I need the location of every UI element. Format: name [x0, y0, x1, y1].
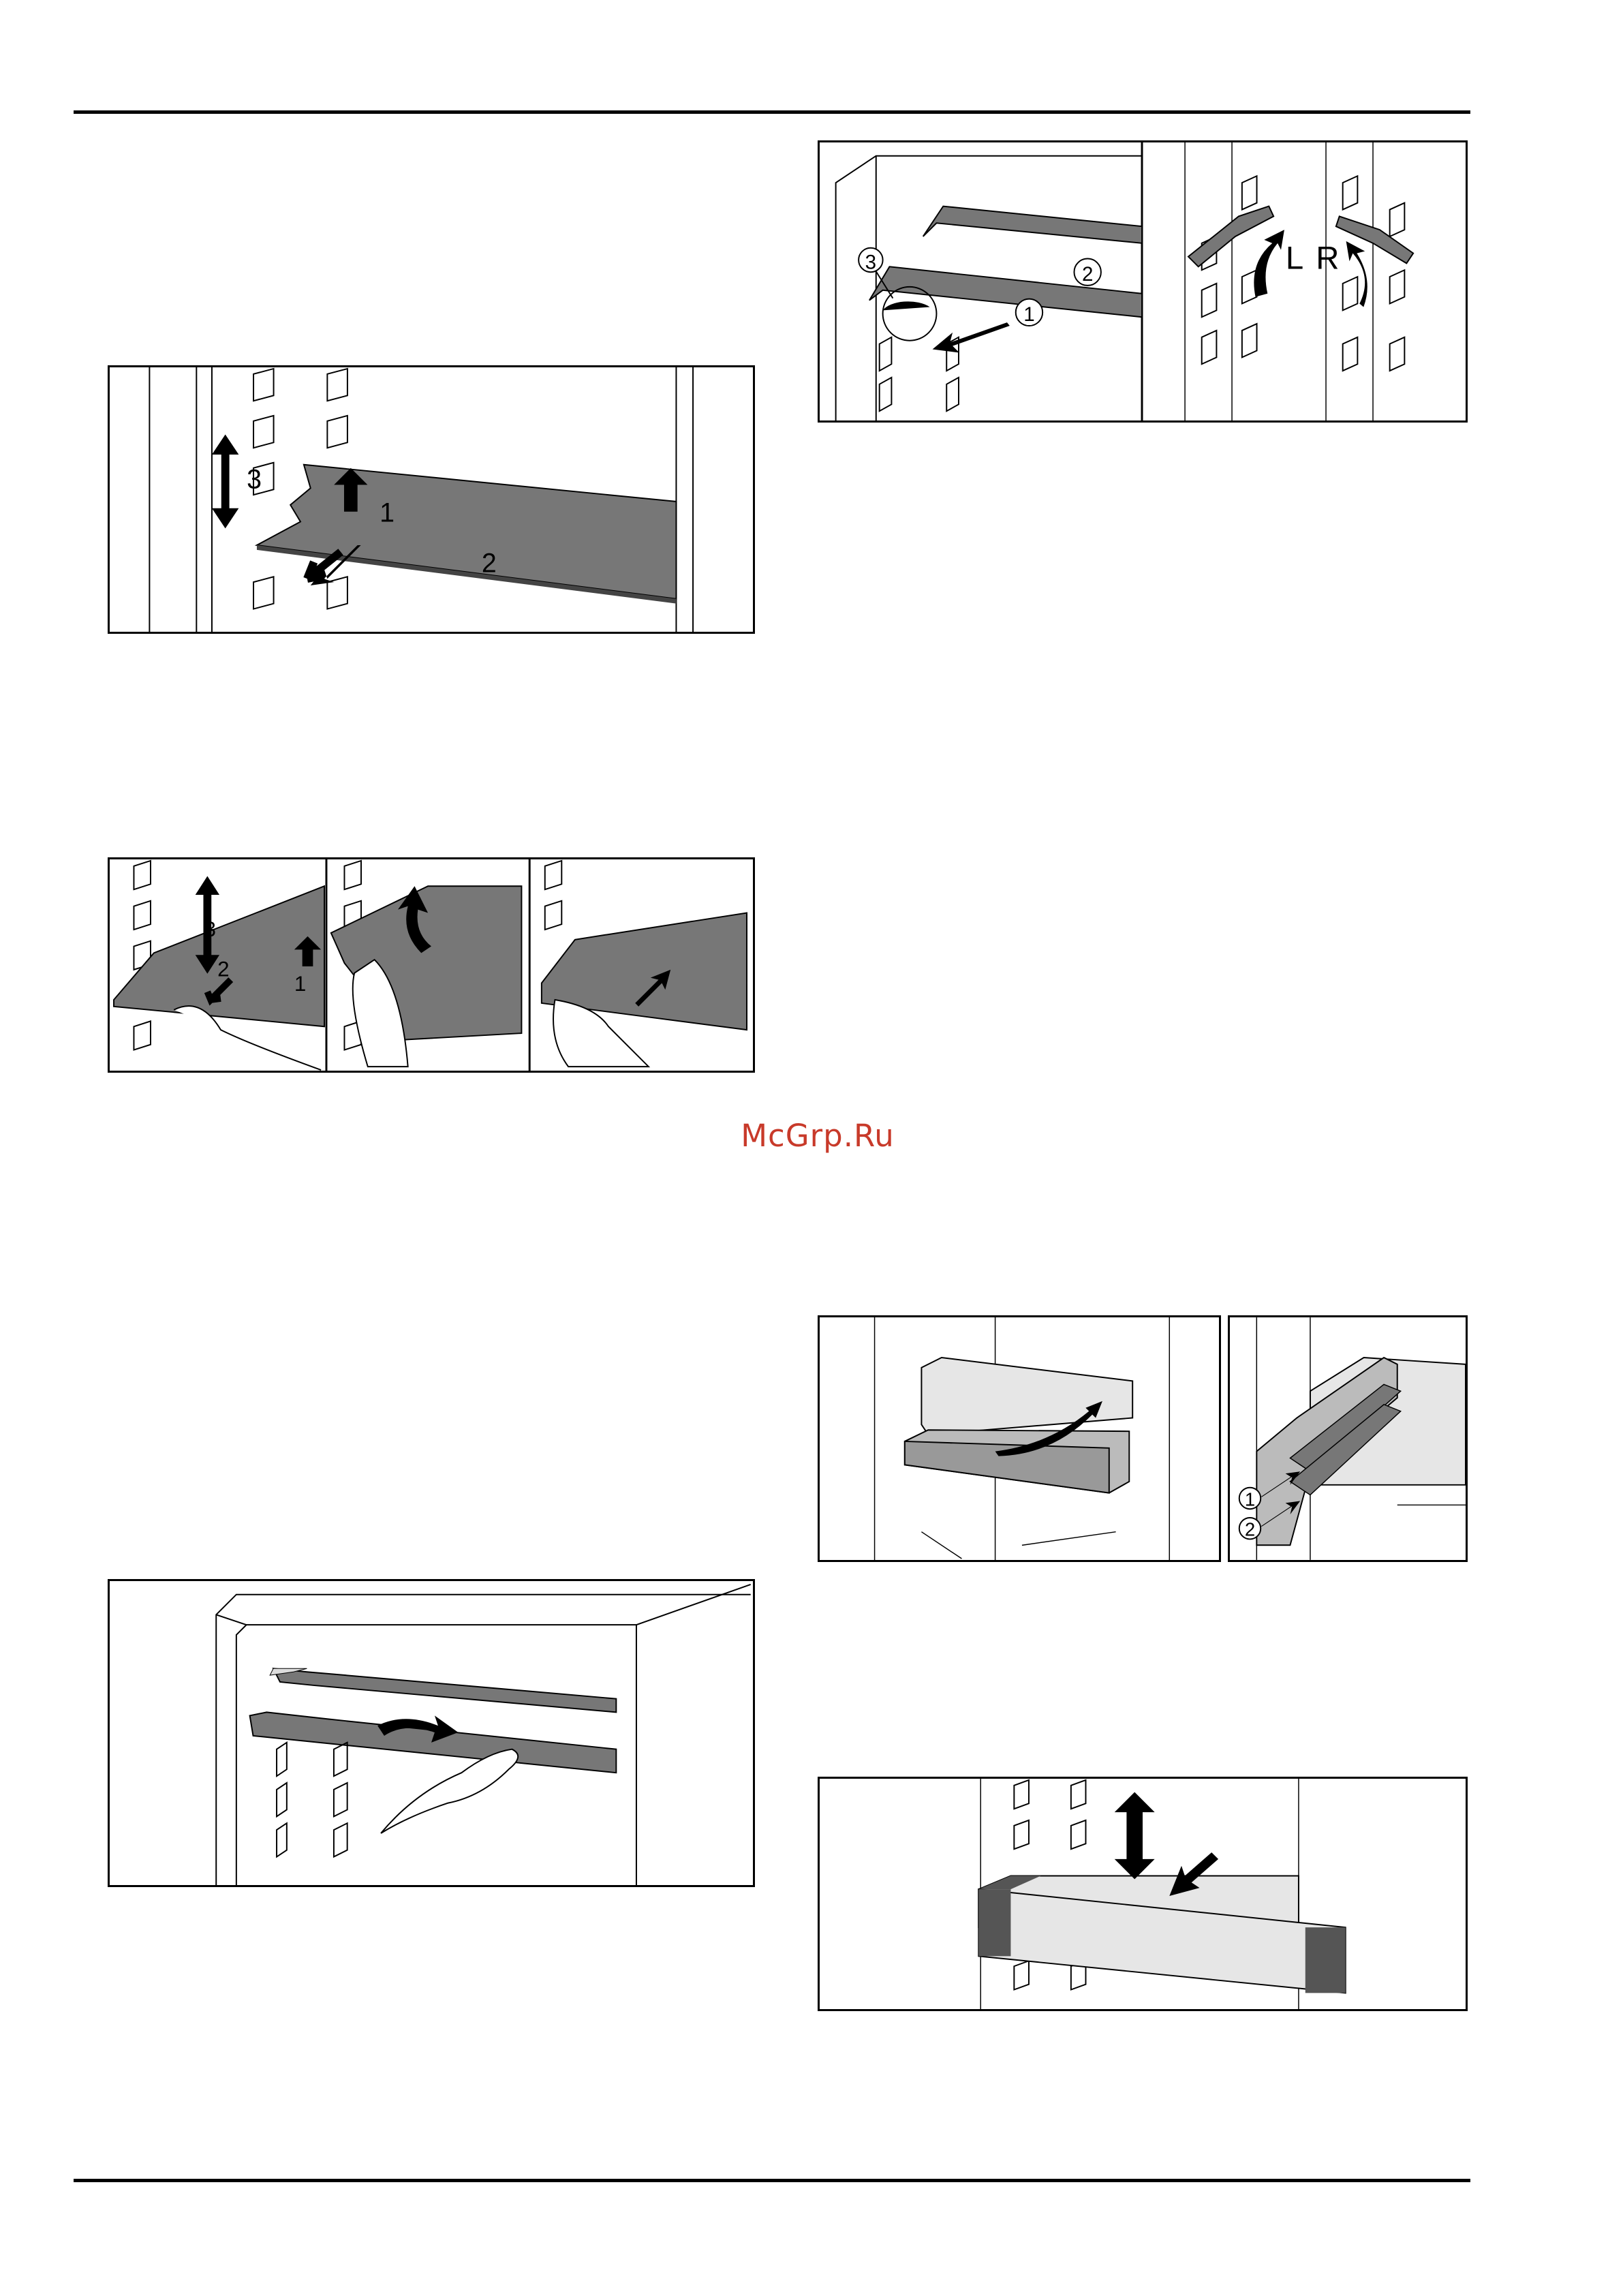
bottom-rule [74, 2179, 1470, 2182]
callout-3: 3 [865, 251, 877, 274]
side-label-L: L [1285, 240, 1304, 277]
shelf-remove-illustration [110, 367, 753, 632]
callout-1: 1 [1023, 303, 1035, 326]
shelf-brackets-illustration [820, 142, 1466, 420]
side-label-R: R [1316, 240, 1340, 277]
figure-shelf-remove [108, 365, 755, 634]
shelf-insert-illustration [110, 1581, 753, 1885]
figure-drawer-remove [818, 1315, 1221, 1562]
figure-shelf-insert [108, 1579, 755, 1887]
label-2: 2 [217, 957, 230, 981]
drawer-rails-illustration [1230, 1317, 1466, 1560]
label-1: 1 [294, 972, 307, 996]
figure-drawer-move [818, 1777, 1468, 2011]
drawer-move-illustration [820, 1779, 1466, 2009]
figure-shelf-hands [108, 857, 755, 1073]
callout-2: 2 [1081, 263, 1094, 286]
drawer-remove-illustration [820, 1317, 1219, 1560]
shelf-hands-illustration [110, 859, 753, 1071]
label-1: 1 [380, 498, 395, 528]
figure-shelf-brackets [818, 140, 1468, 423]
label-3: 3 [204, 917, 216, 941]
callout-2: 2 [1244, 1518, 1256, 1540]
label-3: 3 [247, 464, 262, 495]
callout-1: 1 [1244, 1488, 1256, 1510]
figure-drawer-rails [1228, 1315, 1468, 1562]
label-2: 2 [481, 548, 497, 579]
watermark: McGrp.Ru [741, 1118, 895, 1154]
top-rule [74, 110, 1470, 114]
